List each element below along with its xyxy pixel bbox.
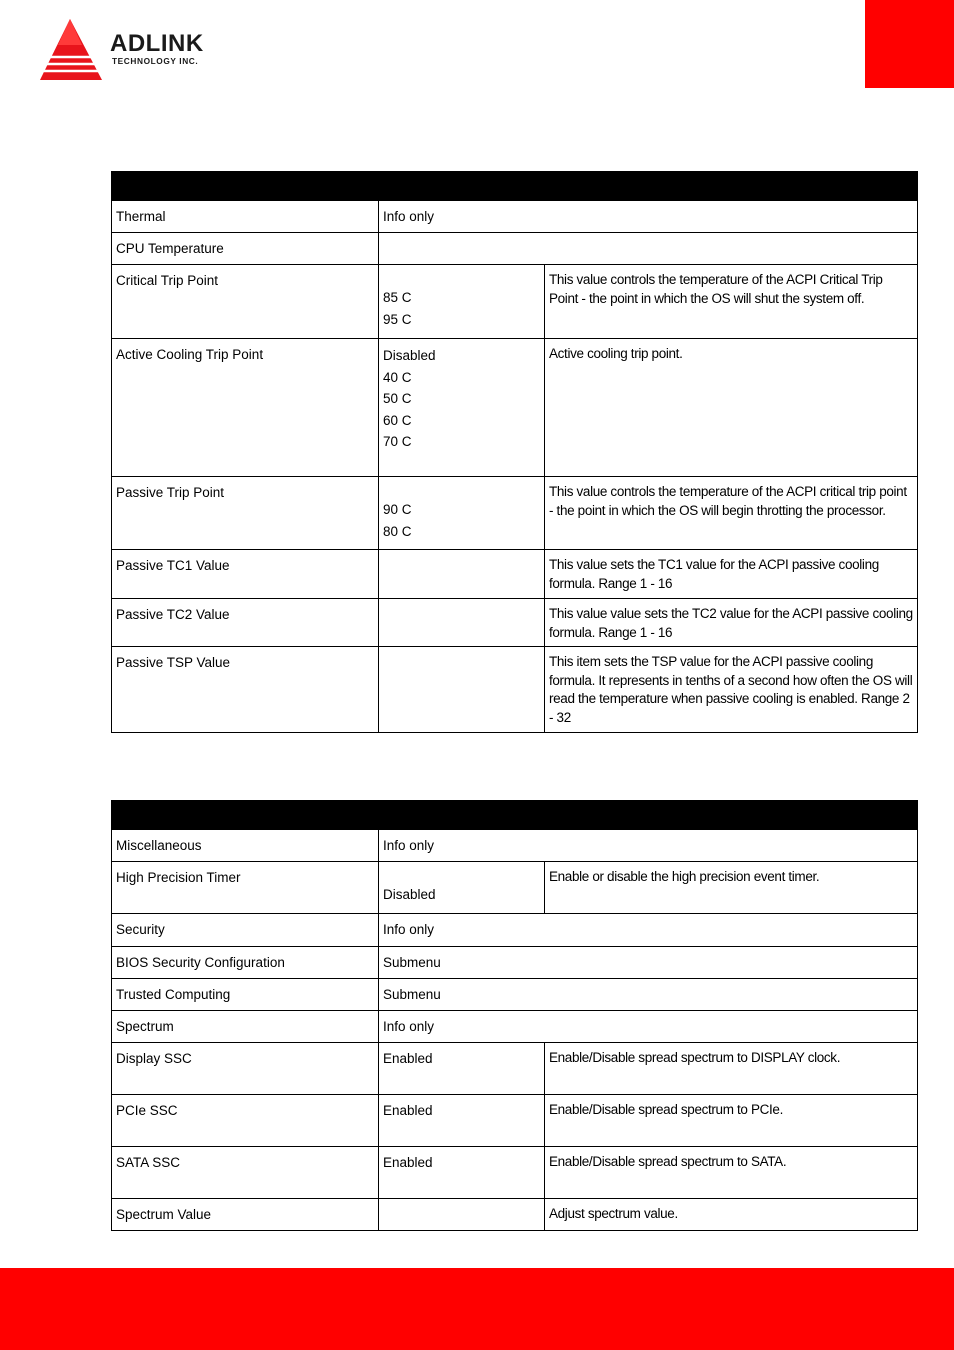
header-cell	[112, 172, 379, 201]
table-row	[112, 550, 918, 599]
logo-subtitle-text: TECHNOLOGY INC.	[112, 56, 199, 66]
footer-bar	[0, 1268, 954, 1350]
setting-options	[379, 477, 545, 550]
table-row	[112, 1199, 918, 1231]
setting-description: This value controls the temperature of the ACPI Critical Trip Point - the point in which the OS will shut the system off.	[545, 265, 918, 339]
header-cell	[379, 172, 545, 201]
table-row	[112, 477, 918, 550]
setting-description: Enable/Disable spread spectrum to SATA.	[545, 1147, 918, 1199]
setting-name: SATA SSC	[112, 1147, 379, 1199]
table-header-row	[112, 172, 918, 201]
setting-name: Passive Trip Point	[112, 477, 379, 550]
setting-description: Enable/Disable spread spectrum to DISPLAY clock.	[545, 1043, 918, 1095]
table-row	[112, 914, 918, 947]
header-cell	[112, 801, 379, 830]
option-value: Disabled	[383, 348, 436, 363]
option-value: 40 C	[383, 369, 412, 385]
setting-name: Passive TSP Value	[112, 647, 379, 733]
setting-description: This value sets the TC1 value for the ACPI passive cooling formula. Range 1 - 16	[545, 550, 918, 599]
adlink-logo	[38, 17, 248, 83]
setting-description: Enable or disable the high precision event timer.	[545, 862, 918, 914]
setting-value: Info only	[379, 201, 918, 233]
table-row	[112, 201, 918, 233]
setting-value: Submenu	[379, 947, 918, 979]
setting-value	[379, 1199, 545, 1231]
setting-value	[379, 550, 545, 599]
option-value: 90 C	[383, 502, 412, 517]
logo-brand-text: ADLINK	[110, 30, 204, 57]
triangle-logo-icon	[38, 17, 108, 83]
setting-name: CPU Temperature	[112, 233, 379, 265]
setting-name: Passive TC2 Value	[112, 599, 379, 647]
setting-value: Submenu	[379, 979, 918, 1011]
setting-name: Thermal	[112, 201, 379, 233]
option-value: 80 C	[383, 523, 412, 539]
setting-description: This item sets the TSP value for the ACPI passive cooling formula. It represents in tenths of a second how often the OS will read the temperature when passive cooling is enabled. Range 2 - 32	[545, 647, 918, 733]
setting-options	[379, 265, 545, 339]
header-cell	[545, 801, 918, 830]
setting-value: Enabled	[379, 1095, 545, 1147]
table-row	[112, 979, 918, 1011]
setting-name: Active Cooling Trip Point	[112, 339, 379, 477]
table-row	[112, 1095, 918, 1147]
setting-name: Security	[112, 914, 379, 947]
table-row	[112, 265, 918, 339]
header-cell	[379, 801, 545, 830]
option-value: 70 C	[383, 434, 412, 449]
table-row	[112, 947, 918, 979]
setting-options	[379, 862, 545, 914]
setting-value: Info only	[379, 1011, 918, 1043]
setting-name: Spectrum	[112, 1011, 379, 1043]
setting-name: Miscellaneous	[112, 830, 379, 862]
setting-name: High Precision Timer	[112, 862, 379, 914]
setting-value	[379, 233, 918, 265]
setting-name: Trusted Computing	[112, 979, 379, 1011]
setting-description: Adjust spectrum value.	[545, 1199, 918, 1231]
misc-settings-table	[111, 800, 918, 1231]
table-row	[112, 1043, 918, 1095]
setting-name: Passive TC1 Value	[112, 550, 379, 599]
setting-name: Spectrum Value	[112, 1199, 379, 1231]
option-value: 60 C	[383, 412, 412, 428]
corner-tab	[865, 0, 954, 88]
setting-name: Critical Trip Point	[112, 265, 379, 339]
setting-name: PCIe SSC	[112, 1095, 379, 1147]
option-value: Disabled	[383, 887, 436, 902]
table-row	[112, 647, 918, 733]
setting-value: Info only	[379, 830, 918, 862]
table-row	[112, 862, 918, 914]
option-value: 50 C	[383, 391, 412, 406]
option-value: 95 C	[383, 311, 412, 327]
table-row	[112, 233, 918, 265]
table-row	[112, 599, 918, 647]
table-row	[112, 1011, 918, 1043]
setting-name: BIOS Security Configuration	[112, 947, 379, 979]
setting-value: Enabled	[379, 1043, 545, 1095]
setting-description: Active cooling trip point.	[545, 339, 918, 477]
setting-value: Enabled	[379, 1147, 545, 1199]
setting-description: This value controls the temperature of the ACPI critical trip point - the point in which the OS will begin throtting the processor.	[545, 477, 918, 550]
setting-description: This value value sets the TC2 value for the ACPI passive cooling formula. Range 1 - 16	[545, 599, 918, 647]
option-value: 85 C	[383, 290, 412, 305]
setting-options	[379, 339, 545, 477]
table-row	[112, 339, 918, 477]
setting-value: Info only	[379, 914, 918, 947]
setting-value	[379, 647, 545, 733]
setting-description: Enable/Disable spread spectrum to PCIe.	[545, 1095, 918, 1147]
setting-name: Display SSC	[112, 1043, 379, 1095]
table-row	[112, 1147, 918, 1199]
setting-value	[379, 599, 545, 647]
header-cell	[545, 172, 918, 201]
table-row	[112, 830, 918, 862]
table-header-row	[112, 801, 918, 830]
thermal-settings-table	[111, 171, 918, 733]
